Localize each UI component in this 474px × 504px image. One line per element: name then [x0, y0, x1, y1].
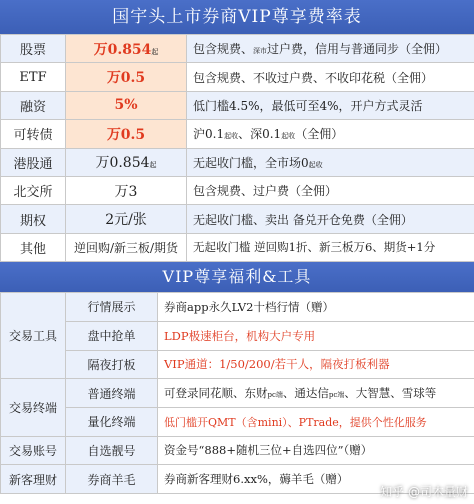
fee-name: 期权	[1, 205, 66, 233]
fee-table	[0, 34, 474, 262]
table-row	[1, 350, 474, 379]
feature-name: 券商羊毛	[66, 465, 158, 494]
fee-rate: 万0.854起	[66, 148, 187, 176]
table-row	[1, 233, 474, 261]
table-row	[1, 321, 474, 350]
fee-rate: 万0.5	[66, 63, 187, 91]
table-row	[1, 407, 474, 436]
group-label: 新客理财	[1, 465, 66, 494]
fee-rate: 万0.854起	[66, 35, 187, 63]
group-label: 交易账号	[1, 436, 66, 465]
table-row	[1, 436, 474, 465]
section-title: VIP尊享福利&工具	[0, 262, 474, 292]
fee-name: 融资	[1, 91, 66, 119]
table-row	[1, 91, 474, 119]
feature-name: 行情展示	[66, 293, 158, 322]
feature-desc: 可登录同花顺、东财pc端、通达信pc端、大智慧、雪球等	[158, 379, 474, 408]
fee-rate: 5%	[66, 91, 187, 119]
table-row	[1, 205, 474, 233]
fee-desc: 包含规费、不收过户费、不收印花税（全佣）	[187, 63, 474, 91]
table-row	[1, 35, 474, 63]
table-row	[1, 176, 474, 204]
fee-desc: 无起收门槛，全市场0起收	[187, 148, 474, 176]
fee-desc: 无起收门槛、卖出 备兑开仓免费（全佣）	[187, 205, 474, 233]
fee-desc: 包含规费、深市过户费，信用与普通同步（全佣）	[187, 35, 474, 63]
feature-desc: 券商app永久LV2十档行情（赠）	[158, 293, 474, 322]
feature-name: 普通终端	[66, 379, 158, 408]
fee-rate: 2元/张	[66, 205, 187, 233]
table-row	[1, 148, 474, 176]
table-row	[1, 120, 474, 148]
table-row	[1, 63, 474, 91]
feature-desc: 资金号“888+随机三位+自选四位”（赠）	[158, 436, 474, 465]
fee-desc: 包含规费、过户费（全佣）	[187, 176, 474, 204]
feature-desc: LDP极速柜台，机构大户专用	[158, 321, 474, 350]
feature-name: 隔夜打板	[66, 350, 158, 379]
watermark: 知乎 @司木量财	[380, 485, 468, 499]
table-row	[1, 379, 474, 408]
feature-name: 自选靓号	[66, 436, 158, 465]
fee-desc: 无起收门槛 逆回购1折、新三板万6、期货+1分	[187, 233, 474, 261]
group-label: 交易终端	[1, 379, 66, 436]
table-row	[1, 293, 474, 322]
fee-name: 其他	[1, 233, 66, 261]
fee-name: 港股通	[1, 148, 66, 176]
fee-name: ETF	[1, 63, 66, 91]
fee-name: 股票	[1, 35, 66, 63]
feature-desc: 券商新客理财6.xx%，薅羊毛（赠）	[158, 465, 474, 494]
fee-desc: 低门槛4.5%，最低可至4%，开户方式灵活	[187, 91, 474, 119]
feature-desc: 低门槛开QMT（含mini）、PTrade，提供个性化服务	[158, 407, 474, 436]
fee-rate: 万0.5	[66, 120, 187, 148]
fee-name: 可转债	[1, 120, 66, 148]
fee-rate: 逆回购/新三板/期货	[66, 233, 187, 261]
feature-name: 盘中抢单	[66, 321, 158, 350]
fee-rate: 万3	[66, 176, 187, 204]
fee-name: 北交所	[1, 176, 66, 204]
fee-desc: 沪0.1起收、深0.1起收（全佣）	[187, 120, 474, 148]
feature-desc: VIP通道：1/50/200/若干人，隔夜打板利器	[158, 350, 474, 379]
group-label: 交易工具	[1, 293, 66, 379]
tools-table	[0, 292, 474, 494]
page-title: 国宇头上市券商VIP尊享费率表	[0, 0, 474, 34]
feature-name: 量化终端	[66, 407, 158, 436]
